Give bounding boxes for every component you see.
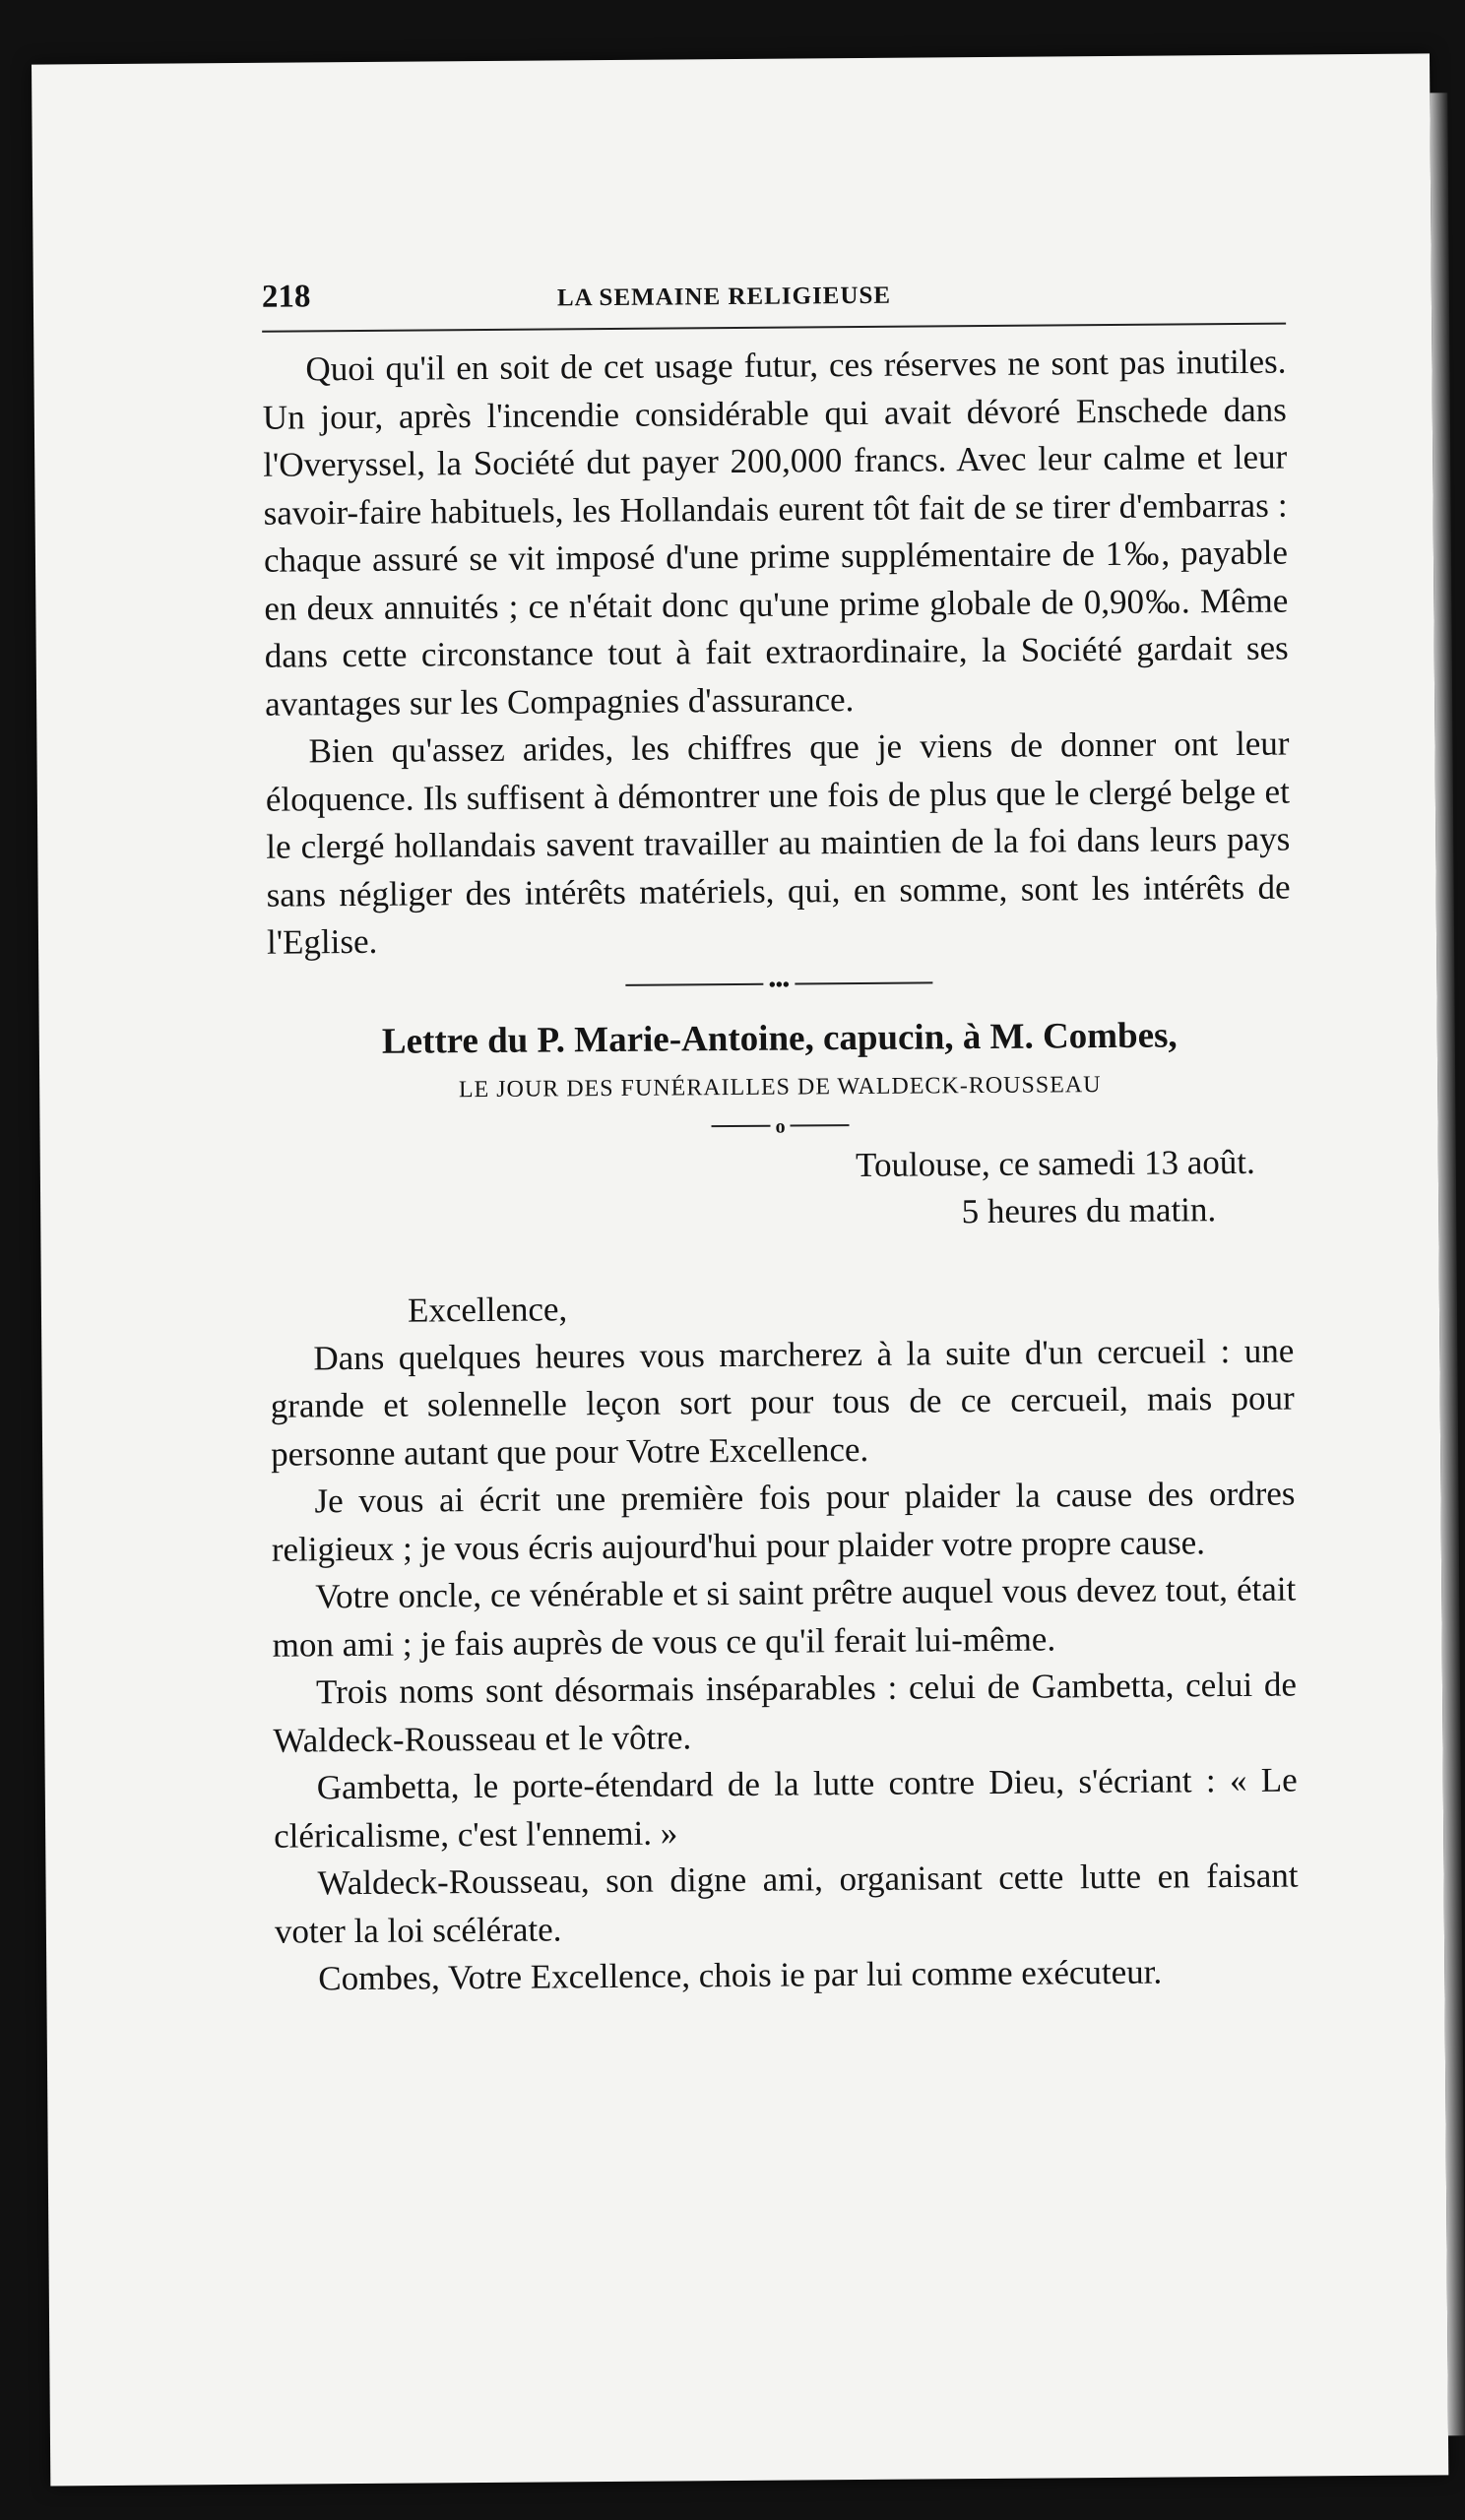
letter-paragraph: Trois noms sont désormais inséparables : celui de Gambetta, celui de Waldeck-Rousseau et le vôtre. <box>273 1665 1298 1760</box>
section-separator <box>267 971 1291 998</box>
letter-subtitle: LE JOUR DES FUNÉRAILLES DE WALDECK-ROUSSEAU <box>458 1071 1102 1102</box>
letter-paragraph: Waldeck-Rousseau, son digne ami, organisant cette lutte en faisant voter la loi scélérate. <box>274 1856 1299 1951</box>
page-content <box>262 272 1300 2004</box>
page-number: 218 <box>261 279 311 315</box>
book-page <box>32 53 1448 2486</box>
small-separator-rule-left <box>712 1124 771 1126</box>
separator-rule-right <box>795 981 932 984</box>
separator-rule-left <box>626 982 764 985</box>
separator-dots: ••• <box>768 974 790 996</box>
small-separator-rule-right <box>791 1124 850 1126</box>
letter-paragraph: Je vous ai écrit une première fois pour plaider la cause des ordres religieux ; je vous écris aujourd'hui pour plaider votre propre cause. <box>271 1474 1296 1569</box>
letter-paragraph: Votre oncle, ce vénérable et si saint prêtre auquel vous devez tout, était mon ami ; je fais auprès de vous ce qu'il ferait lui-même. <box>272 1569 1297 1665</box>
letter-salutation: Excellence, <box>407 1289 568 1330</box>
running-header <box>262 272 1286 333</box>
letter-paragraph: Dans quelques heures vous marcherez à la suite d'un cercueil : une grande et solennelle leçon sort pour tous de ce cercueil, mais pour personne autant que pour Votre Excellence. <box>270 1331 1295 1474</box>
letter-place-date: Toulouse, ce samedi 13 août. <box>855 1142 1255 1184</box>
letter-title: Lettre du P. Marie-Antoine, capucin, à M. Combes, <box>381 1014 1178 1062</box>
small-separator <box>268 1112 1292 1140</box>
article-paragraph: Bien qu'assez arides, les chiffres que je viens de donner ont leur éloquence. Ils suffisent à démontrer une fois de plus que le clergé belge et le clergé hollandais savent travailler au maintien de la foi dans leurs pays sans négliger des intérêts matériels, qui, en somme, sont les intérêts de l'Eglise. <box>265 724 1291 962</box>
journal-title: LA SEMAINE RELIGIEUSE <box>556 282 892 312</box>
letter-hour: 5 heures du matin. <box>961 1189 1217 1230</box>
letter-paragraph: Combes, Votre Excellence, chois ie par lui comme exécuteur. <box>318 1952 1163 1998</box>
letter-paragraph: Gambetta, le porte-étendard de la lutte contre Dieu, s'écriant : « Le cléricalisme, c'est l'ennemi. » <box>274 1760 1298 1856</box>
article-paragraph: Quoi qu'il en soit de cet usage futur, ces réserves ne sont pas inutiles. Un jour, après l'incendie considérable qui avait dévoré Enschede dans l'Overyssel, la Société dut payer 200,000 francs. Avec leur calme et leur savoir-faire habituels, les Hollandais eurent tôt fait de se tirer d'embarras : chaque assuré se vit imposé d'une prime supplémentaire de 1‰, payable en deux annuités ; ce n'était donc qu'une prime globale de 0,90‰. Même dans cette circonstance tout à fait extraordinaire, la Société gardait ses avantages sur les Compagnies d'assurance. <box>262 342 1289 724</box>
small-separator-mark: o <box>775 1115 786 1138</box>
